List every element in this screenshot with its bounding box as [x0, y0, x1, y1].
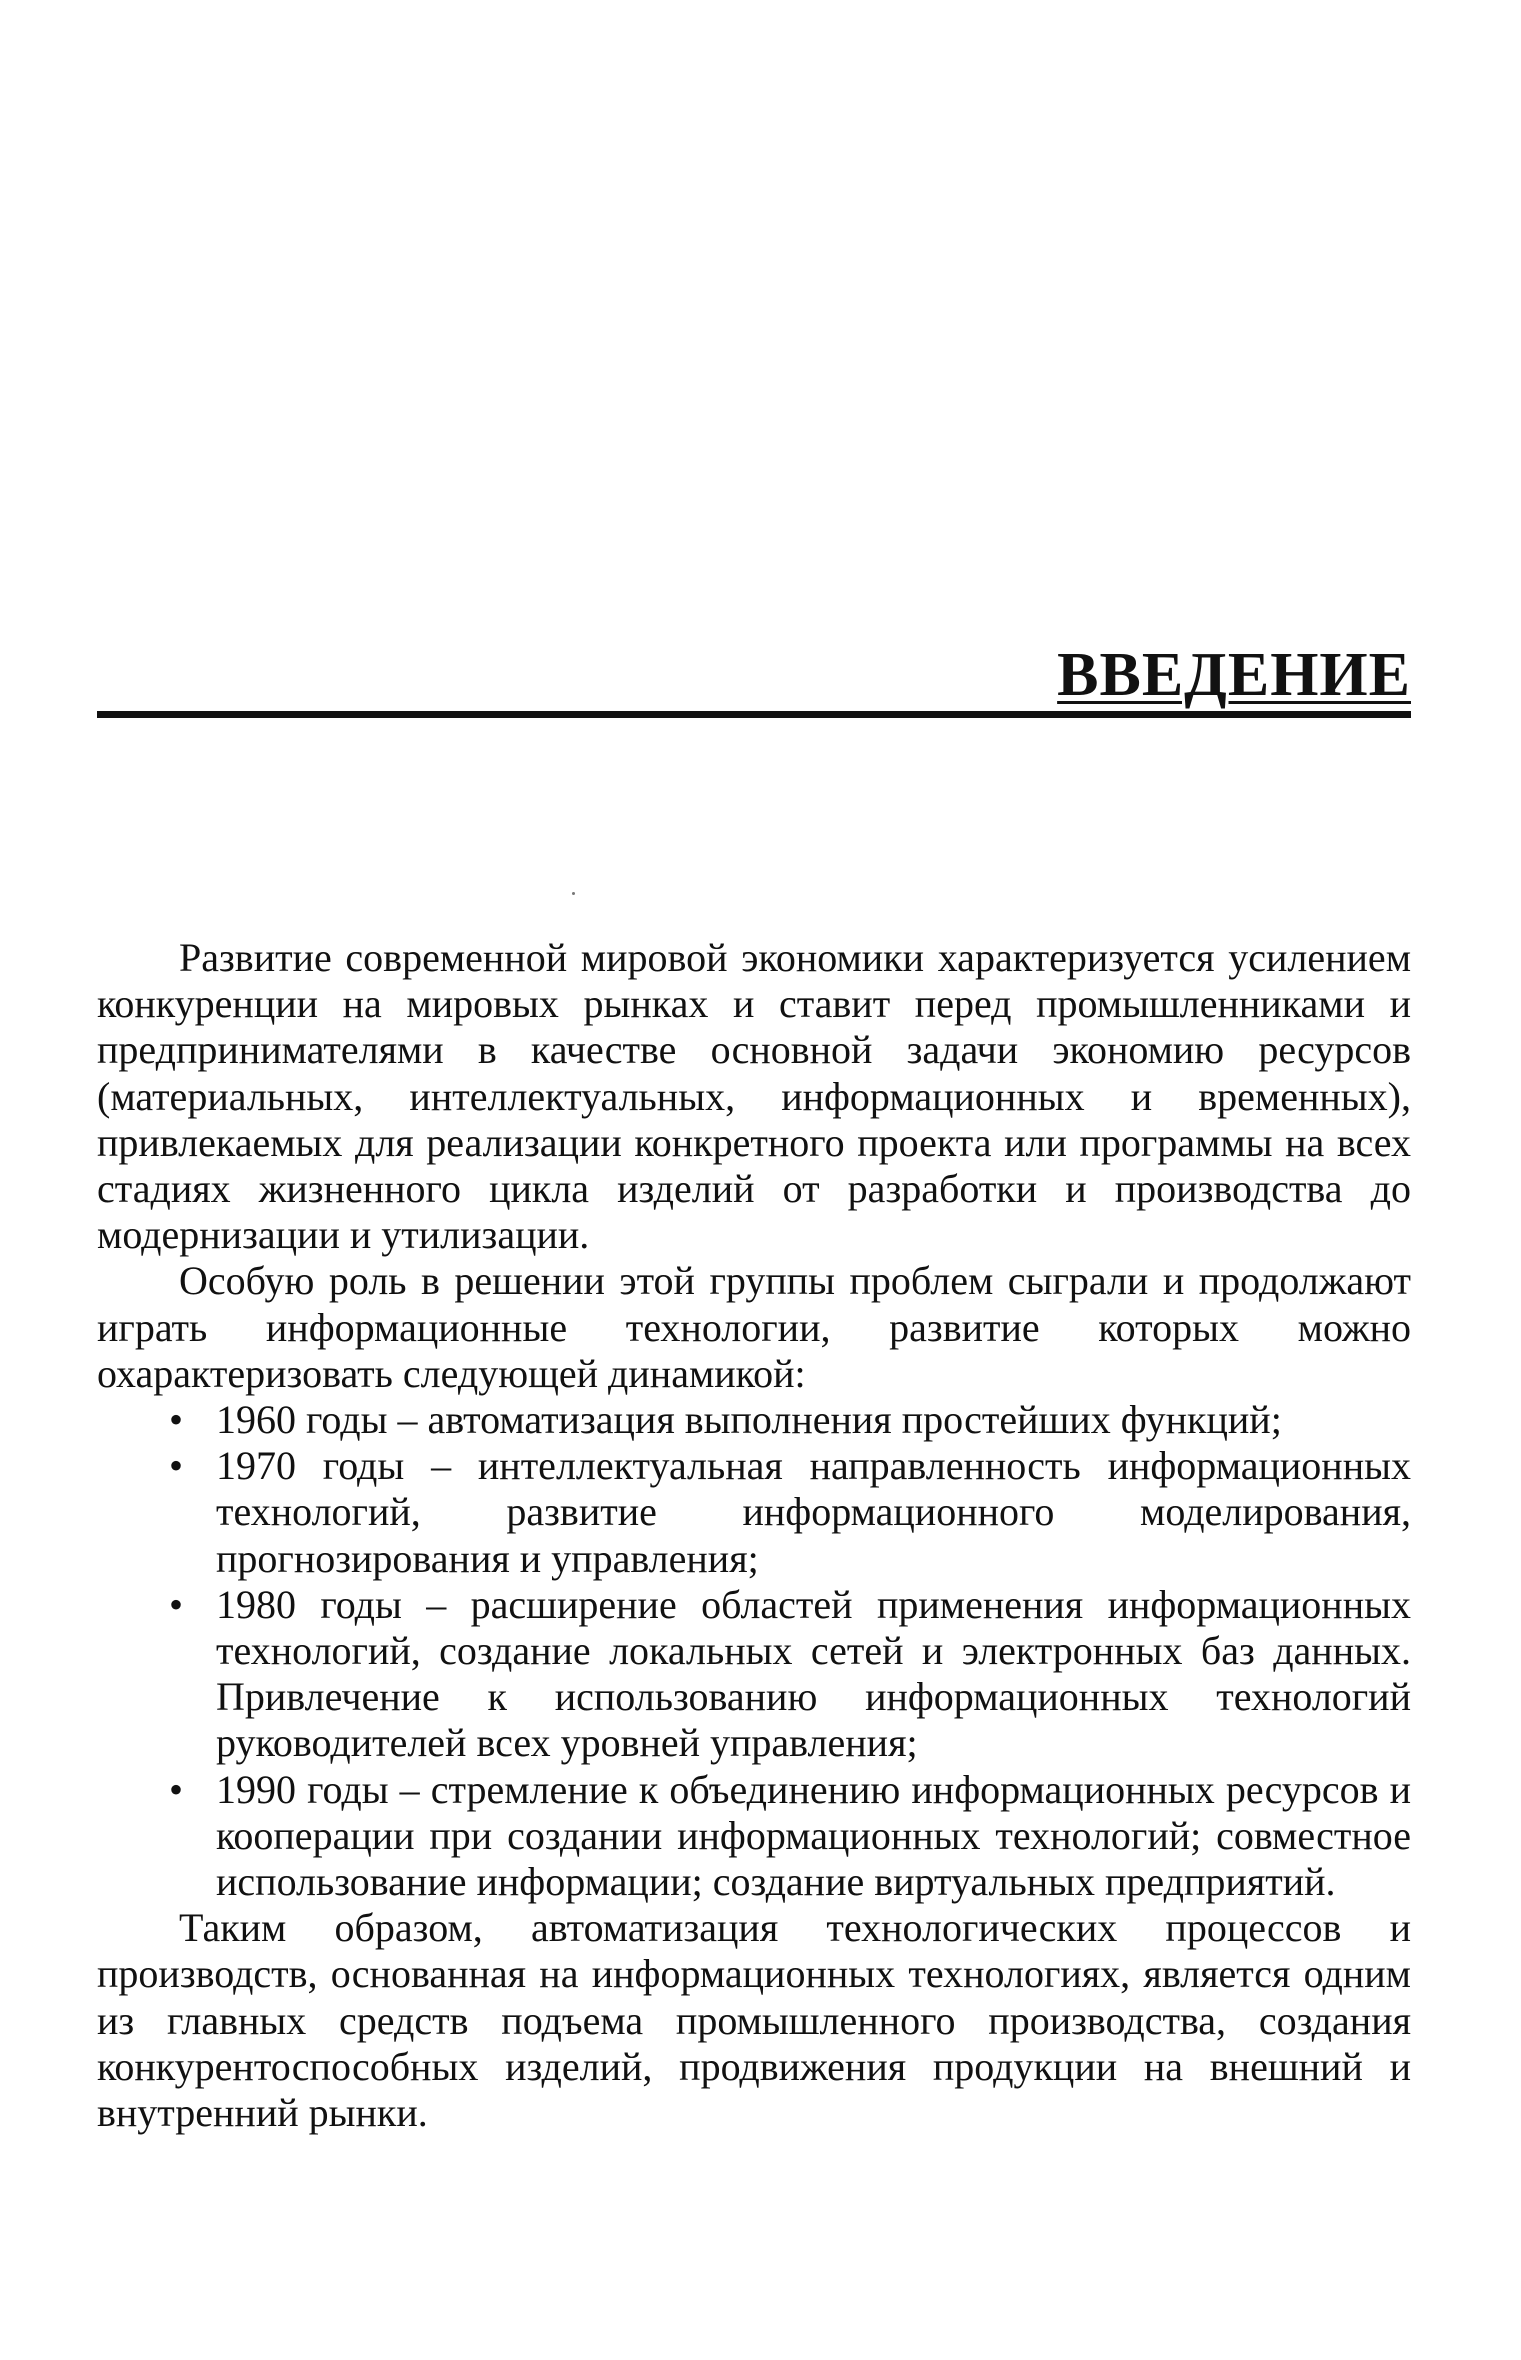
bullet-icon: • [169, 1581, 184, 1627]
list-item [97, 1767, 1411, 1906]
list-item [97, 1582, 1411, 1767]
chapter-title: ВВЕДЕНИЕ [1057, 641, 1411, 709]
list-item-text: 1980 годы – расширение областей применения информационных технологий, создание локальных сетей и электронных баз данных. Привлечение к использованию информационных технологий руководителей всех уровней управления; [216, 1581, 1411, 1766]
bullet-icon: • [169, 1397, 184, 1443]
paragraph-dynamics: Особую роль в решении этой группы проблем сыграли и продолжают играть информационные технологии, развитие которых можно охарактеризовать следующей динамикой: [97, 1258, 1411, 1396]
paragraph-intro: Развитие современной мировой экономики характеризуется усилением конкуренции на мировых рынках и ставит перед промышленниками и предпринимателями в качестве основной задачи экономию ресурсов (материальных, интеллектуальных, информационных и временных), привлекаемых для реализации конкретного проекта или программы на всех стадиях жизненного цикла изделий от разработки и производства до модернизации и утилизации. [97, 935, 1411, 1258]
body-text [97, 935, 1411, 2136]
list-item [97, 1397, 1411, 1443]
scan-speck [572, 892, 575, 895]
list-item [97, 1443, 1411, 1582]
list-item-text: 1970 годы – интеллектуальная направленность информационных технологий, развитие информационного моделирования, прогнозирования и управления; [216, 1443, 1411, 1581]
bullet-icon: • [169, 1766, 184, 1812]
decade-list [97, 1397, 1411, 1905]
list-item-text: 1960 годы – автоматизация выполнения простейших функций; [216, 1397, 1282, 1443]
list-item-text: 1990 годы – стремление к объединению информационных ресурсов и кооперации при создании информационных технологий; совместное использование информации; создание виртуальных предприятий. [216, 1766, 1411, 1905]
paragraph-conclusion: Таким образом, автоматизация технологических процессов и производств, основанная на информационных технологиях, является одним из главных средств подъема промышленного производства, создания конкурентоспособных изделий, продвижения продукции на внешний и внутренний рынки. [97, 1905, 1411, 2136]
bullet-icon: • [169, 1443, 184, 1489]
title-rule [97, 711, 1411, 718]
